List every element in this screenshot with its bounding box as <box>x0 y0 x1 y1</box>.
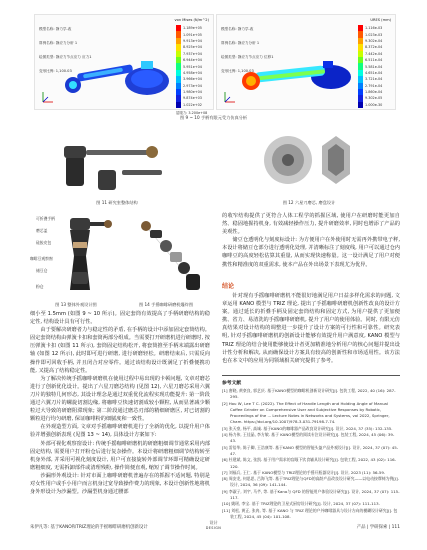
footer-article-title: 朱伊凡等: 基于KANO和TRIZ理论的手摇咖啡研磨机创新设计 <box>30 525 148 530</box>
displacement-unit: URES (mm) <box>370 18 391 22</box>
paragraph: 细小至 1.5mm (如图 9 ~ 10 所示)。固定套筒有效提高了手柄研磨结构的稳定性, 结构设计具有可行性。 <box>30 311 210 326</box>
footer-journal-name: 设计 <box>209 520 218 525</box>
reference-item: [1] 唐晓, 黄豪良, 郭艺庆. 基于KANO模型的咖啡机创新设计研究[J]. 包装工程, 2022, 40 (16): 287-295. <box>222 388 396 400</box>
callout-bean-window: 咖啡豆观察窗 <box>30 256 53 261</box>
paragraph: 由于要解决研磨者力与稳定性的矛盾, 在手柄的设计中添加固定套筒结构。固定套筒结构由弹簧卡扣和套筒两部分组成。当需要打开研磨机进行研磨时, 按压弹簧卡扣 (如图 11 所示), 套筒固定结构松开, 将套筒推至手柄末端露出研磨轴 (如图 12 所示), 此时即可进行研磨, 进行研磨轻松。研磨结束后, 只需反向操作即可回收手柄, 并且闭合对应零件。通过该结构设计既满足了折叠便携功能, 又提高了结构稳定性。 <box>30 327 210 374</box>
displacement-info: 模型名称: 静力学-改 算例名称: 静应力分析 1 绘图类型: 静应力节点应力 位移1 变形比例: 1,100.03 <box>221 27 274 73</box>
conclusion-heading: 结论 <box>222 283 235 290</box>
reference-item: [3] 张天豪, 杨平, 高诚. 基于KANO的咖啡器产品改良设计研究[J]. 设计, 2024, 37 (35): 132-135. <box>222 425 393 431</box>
stress-model-render <box>55 41 173 107</box>
fig11-image <box>52 126 182 196</box>
conclusion-text <box>222 292 400 365</box>
burr-render <box>244 126 374 196</box>
fig13-caption: 图 13 整体外观设计图 <box>55 302 97 307</box>
stress-info: 模型名称: 静力学-改 算例名称: 静应力分析 1 绘图类型: 静应力节点应力 应力1 变形比例: 1,100.03 <box>39 27 92 73</box>
fig14-caption: 图 14 手摇咖啡研磨机爆炸图 <box>138 302 194 307</box>
paragraph: 在外观造型方面, 文章对手摇咖啡研磨机进行了全新的优化, 以提升用户体验并增强创新表现 (见图 13 ~ 14), 具体设计方案如下: <box>30 424 210 439</box>
stress-unit: von Mises (N/m^2) <box>174 18 209 22</box>
references-divider <box>222 375 400 376</box>
callout-folding-handle: 可折叠手柄 <box>36 216 55 221</box>
stress-legend: 1.189e+05 1.091e+05 9.913e+04 8.925e+04 7.937e+04 6.944e+04 5.951e+04 4.958e+04 3.966e+04 2.973e+04 1.980e+04 9.874e+03 1.022e+02 屈服力: 3.200e+08 <box>176 26 208 115</box>
reference-item: [2] Hou W, Lee T C. (2022). The Effect of Handle Length and Holding Angle of Manual Coffee Grinder on Comprehensive User and Subjective Responses by Robotic, Proceedings of the ... Lecture Notes in Networks and Systems, vol 2022, Springer, Cham. https://doi.org/10.1007/978-3-031-79198-7-74. <box>222 400 390 425</box>
exploded-view-render <box>124 212 208 298</box>
displacement-legend: 1.116e-03 1.023e-03 9.302e-04 8.372e-04 7.442e-04 6.511e-04 5.581e-04 4.651e-04 3.721e-04 2.791e-04 1.860e-04 9.302e-05 1.000e-30 <box>358 25 392 108</box>
paragraph: 外部可视化观察窗设计: 传统手摇咖啡研磨机的研磨粗细调节通常采用内部固定结构, 需要用户打开粉仓后进行复杂操作。本设计将研磨粗细调节结构转至机身外部, 并采用可视化刻度设计, 用户可直接旋转外部调节环即可精确设定研磨粗细度, 无需拆卸部件或清理残粉, 操作简便直观, 缩短了调节操作时间。 <box>30 440 210 471</box>
fig14-image <box>124 212 208 298</box>
paragraph: 沙漏形外观设计: 针对市面上咖啡研磨机普遍存在的抓握不适问题, 特别是对女性用户或手小用户而言机身过宽导致操作费力的现象, 本设计创新性地将机身外形设计为沙漏型。沙漏型机身通过腰部 <box>30 472 210 496</box>
callout-burr-cap: 磨芯盖 <box>36 228 48 233</box>
references-heading: 参考文献 <box>222 381 242 386</box>
axis-triad-icon <box>41 90 55 104</box>
reference-item: [8] 周安龙, 何思思, 吕海飞等. 基于TRIZ理论与QFD的高龄产品改良设计研究——以电动按摩椅为例[J]. 设计, 2024, 36 (09): 141-144. <box>222 476 399 488</box>
paragraph: 针对现有手摇咖啡研磨机不能很好地满足用户日益多样化需求的问题, 文章运用 KANO 模型与 TRIZ 理论, 提出了手摇咖啡研磨机创新性改良的设计方案。通过延长的折叠手柄及固定套筒结构和固定方式, 为用户提供了更加便携、省力、易清洗的手摇咖啡研磨机, 提升了用户的使用体验。同时, 有限元仿真结果对设计结构的调整进一步提升了设计方案的可行性和可靠性。研究表明, 针对手摇咖啡研磨机的创新设计能够有效提升用户满意度, KANO 模型与 TRIZ 理论的结合使用能够使设计者更加精准地分析用户的核心问题并提出设计性分析和解决, 从而确保设计方案具有较高的创新性和市场适用性。该方法也在本文中的应用为同领域相关研究提供了参考。 <box>222 293 400 364</box>
callout-silicone-wrap: 硅胶皮包 <box>36 240 52 245</box>
fig11-caption: 图 11 研究室整体结构 <box>96 200 138 205</box>
reference-item: [11] 刘松, 黄正, 张冉, 等. 基于 KANO 与 TRIZ 理论的户外咖啡器具与设计方向的模糊设计研究[J]. 包装工程, 2024, 45 (04): 101-108. <box>222 507 398 519</box>
fig12-caption: 图 12 六星刀磨芯, 磨盘设计 <box>282 200 336 205</box>
reference-item: [9] 李淑子, 刘宇, 马芊, 等. 基于Kano与 QFD 的智能用户体验设计研究[J]. 设计, 2024, 37 (07): 115-117. <box>222 488 400 501</box>
left-column-text <box>30 310 210 496</box>
displacement-model-render <box>235 43 355 107</box>
reference-item: [7] 刘福兵, 王仁. 基于 KANO模型与 TRIZ理论的手摇开瓶器设计[J]. 设计, 2023 (11): 56-59. <box>222 469 386 475</box>
callout-bean-hopper: 储豆仓 <box>36 268 48 273</box>
fig9-stress-panel <box>34 14 214 115</box>
grinder-structure-render <box>52 126 182 196</box>
footer-page-number: 产品 | 学研探索 | 111 <box>356 525 400 530</box>
reference-item: [6] 杜建斌, 陈文, 张凯. 基于用户需求的盲眼下饮食辅具设计研究[J]. 包装工程, 2022, 43 (02): 116-120. <box>222 457 397 469</box>
paragraph: 为了解决传统手摇咖啡研磨机在使用过程中易出现的卡顿问题, 文章对磨芯进行了创新优化设计。提出了六星刀磨芯结构 (见图 12), 六星刀磨芯采用六翼刀片的独特几何形态, 其设计理念是通过双重优化流程实现功能提升: 第一阶段通过六翼刀片的螺旋切割边缘, 将咖啡豆快速切割成较小颗粒, 从而显著减少颗粒过大导致的研磨阻滞现象; 第二阶段通过磨芯刃部的精细研磨区, 对已切割的颗粒进行均匀研磨, 保证咖啡粉的细腻度和一致性。 <box>30 375 210 423</box>
axis-triad-icon <box>223 90 237 104</box>
paragraph: 的收窄结构提供了更符合人体工程学的抓握区域, 使用户在研磨时能更加自然、稳固地握持机身, 有效减轻操作压力, 提升研磨效率, 同时也增添了产品的美观性。 <box>222 213 400 236</box>
reference-item: [10] 姚瑶, 李宝. 基于 TRIZ理论的卫星式厨房设计研究[J]. 设计, 2024, 37 (07): 111-113. <box>222 501 380 507</box>
callout-powder-bin: 粉仓 <box>36 284 44 289</box>
fig10-displacement-panel <box>216 14 396 110</box>
footer-journal-name-en: DESIGN <box>205 526 222 530</box>
fig9-caption: 图 9 ~ 10 手柄有限元受力仿真分析 <box>179 115 248 120</box>
right-column-text <box>222 212 400 269</box>
fig12-image <box>244 126 374 196</box>
paragraph: 储豆仓透明化与刻度标设计: 为方便用户在外使用时无需再外携带电子秤, 本设计将储豆仓部分进行透明化处理, 并清晰标注了刻度线, 用户可以通过仓内咖啡豆的高度轻松估算其重量, 从而实现快速称量。这一设计满足了用户对便携性和精准度的双重需求, 使本产品在外出场景下表现尤为优异。 <box>222 237 400 268</box>
reference-item: [4] 杨力伟, 王佳晶, 李方敏. 基于 KANO模型的阅读专注设计研究[J]. 包装工程, 2024, 45 (06): 39-43. <box>222 432 395 444</box>
reference-item: [5] 雷倍华, 陈子卿, 王浩康等. 基于KANO 模型的智能头盔产品外观设计[J]. 设计, 2024, 37 (07): 45-47. <box>222 444 399 456</box>
references-list <box>222 388 400 520</box>
